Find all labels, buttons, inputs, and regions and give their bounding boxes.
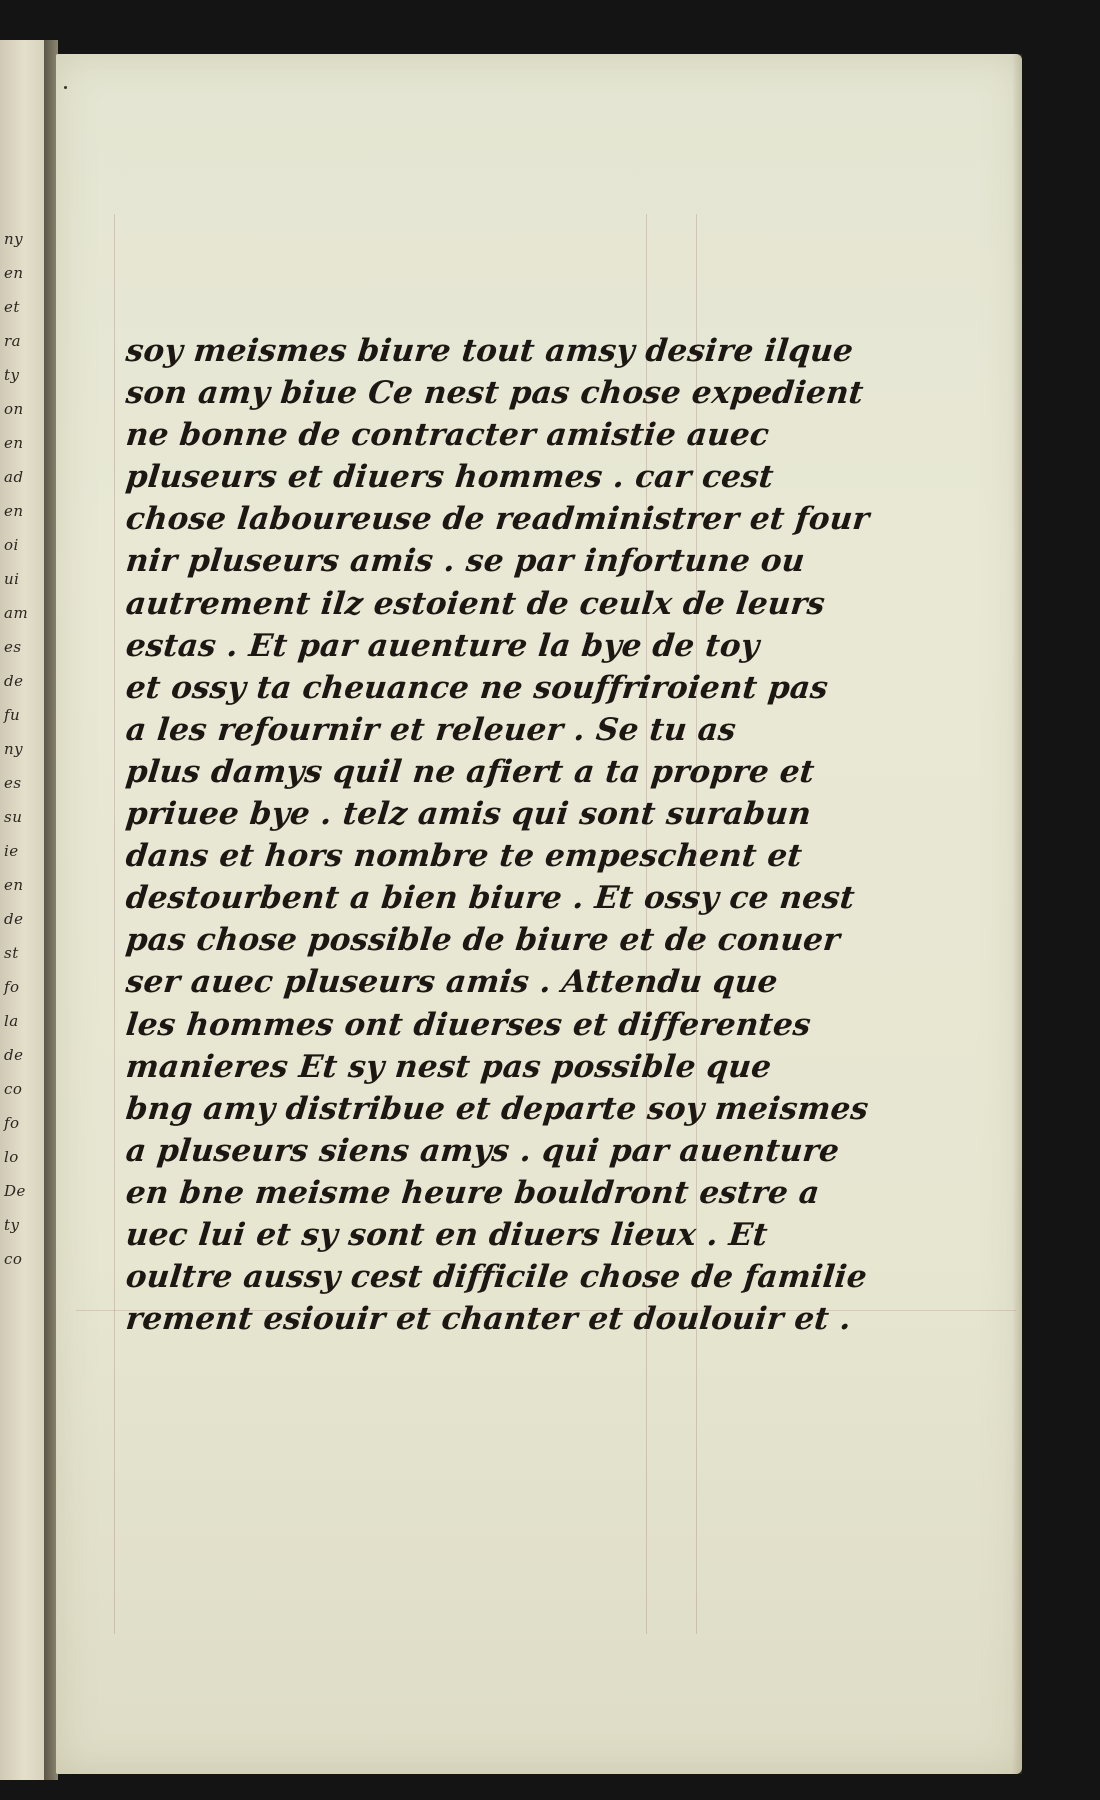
previous-leaf-text-fragment: lo xyxy=(4,1148,19,1166)
manuscript-line: et ossy ta cheuance ne souffriroient pas xyxy=(124,669,830,706)
previous-leaf-text-fragment: De xyxy=(4,1182,26,1200)
manuscript-line: ne bonne de contracter amistie auec xyxy=(124,417,771,454)
manuscript-line: manieres Et sy nest pas possible que xyxy=(124,1048,774,1085)
previous-leaf-text-fragment: fu xyxy=(4,706,21,724)
previous-leaf-text-fragment: es xyxy=(4,638,22,656)
previous-leaf-text-fragment: de xyxy=(4,910,24,928)
manuscript-line: a pluseurs siens amys . qui par auenture xyxy=(124,1132,842,1169)
manuscript-line: rement esiouir et chanter et doulouir et . xyxy=(124,1301,853,1338)
previous-leaf-text-fragment: et xyxy=(4,298,20,316)
previous-leaf-text-fragment: st xyxy=(4,944,19,962)
manuscript-line: oultre aussy cest difficile chose de familie xyxy=(124,1259,869,1296)
previous-leaf-text-fragment: am xyxy=(4,604,29,622)
manuscript-line: bng amy distribue et departe soy meismes xyxy=(124,1090,871,1127)
previous-leaf-text-fragment: de xyxy=(4,1046,24,1064)
manuscript-line: destourbent a bien biure . Et ossy ce nest xyxy=(124,880,857,917)
previous-leaf-text-fragment: ie xyxy=(4,842,19,860)
previous-leaf-text-fragment: on xyxy=(4,400,24,418)
previous-leaf-text-fragment: ny xyxy=(4,230,24,248)
previous-leaf-text-fragment: co xyxy=(4,1250,23,1268)
previous-leaf-text-fragment: ra xyxy=(4,332,22,350)
previous-leaf-text-fragment: de xyxy=(4,672,24,690)
manuscript-line: son amy biue Ce nest pas chose expedient xyxy=(124,375,866,412)
manuscript-line: en bne meisme heure bouldront estre a xyxy=(124,1174,822,1211)
previous-leaf-text-fragment: en xyxy=(4,502,24,520)
ruling-line-left xyxy=(114,214,115,1634)
previous-leaf-text-fragment: fo xyxy=(4,978,20,996)
folio-mark xyxy=(64,86,67,89)
manuscript-line: dans et hors nombre te empeschent et xyxy=(124,838,804,875)
previous-leaf-text-fragment: ty xyxy=(4,366,20,384)
previous-leaf-text-fragment: fo xyxy=(4,1114,20,1132)
previous-leaf-text-fragment: en xyxy=(4,876,24,894)
manuscript-line: pluseurs et diuers hommes . car cest xyxy=(124,459,776,496)
previous-leaf-text-fragment: en xyxy=(4,434,24,452)
manuscript-line: les hommes ont diuerses et differentes xyxy=(124,1006,813,1043)
manuscript-line: a les refournir et releuer . Se tu as xyxy=(124,711,738,748)
previous-leaf-text-fragment: ny xyxy=(4,740,24,758)
previous-leaf-edge xyxy=(0,40,45,1780)
manuscript-line: nir pluseurs amis . se par infortune ou xyxy=(124,543,807,580)
previous-leaf-text-fragment: ui xyxy=(4,570,20,588)
manuscript-line: ser auec pluseurs amis . Attendu que xyxy=(124,964,780,1001)
manuscript-line: uec lui et sy sont en diuers lieux . Et xyxy=(124,1216,770,1253)
manuscript-line: pas chose possible de biure et de conuer xyxy=(124,922,842,959)
previous-leaf-text-fragment: ad xyxy=(4,468,24,486)
previous-leaf-text-fragment: oi xyxy=(4,536,19,554)
previous-leaf-text-fragment: su xyxy=(4,808,23,826)
manuscript-text-block xyxy=(124,330,872,1340)
previous-leaf-text-fragment: ty xyxy=(4,1216,20,1234)
manuscript-line: chose laboureuse de readministrer et four xyxy=(124,501,872,538)
previous-leaf-text-fragment: es xyxy=(4,774,22,792)
manuscript-line: priuee bye . telz amis qui sont surabun xyxy=(124,796,813,833)
manuscript-folio xyxy=(56,54,1022,1774)
manuscript-line: soy meismes biure tout amsy desire ilque xyxy=(124,333,855,369)
previous-leaf-text-fragment: co xyxy=(4,1080,23,1098)
previous-leaf-text-fragment: la xyxy=(4,1012,19,1030)
manuscript-line: estas . Et par auenture la bye de toy xyxy=(124,627,761,664)
manuscript-line: autrement ilz estoient de ceulx de leurs xyxy=(124,585,827,622)
folio-edge-shadow xyxy=(1012,54,1022,1774)
previous-leaf-text-fragment: en xyxy=(4,264,24,282)
manuscript-line: plus damys quil ne afiert a ta propre et xyxy=(124,753,817,790)
